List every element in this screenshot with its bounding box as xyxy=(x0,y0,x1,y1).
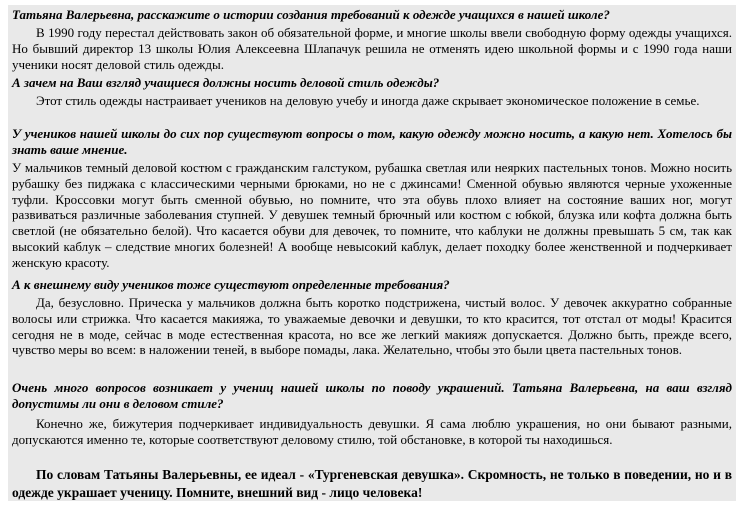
question-5: Очень много вопросов возникает у учениц нашей школы по поводу украшений. Татьяна Валерьевна, на ваш взгляд допустимы ли они в деловом стиле? xyxy=(12,380,732,411)
question-1: Татьяна Валерьевна, расскажите о истории создания требований к одежде учащихся в нашей школе? xyxy=(12,7,610,22)
question-4: А к внешнему виду учеников тоже существуют определенные требования? xyxy=(12,277,450,292)
answer-4: Да, безусловно. Прическа у мальчиков должна быть коротко подстрижена, чистый волос. У девочек аккуратно собранные волосы или стрижка. Что касается макияжа, то уважаемые девочки и девушки, то кто красится, тот отстал от моды! Красится сегодня не в моде, сейчас в моде естественная красота, но все же легкий макияж допускается. Должно быть, прежде всего, чувство меры во всем: в наложении теней, в выборе помады, лака. Желательно, чтобы это были цвета пастельных тонов. xyxy=(12,295,732,358)
answer-3: У мальчиков темный деловой костюм с гражданским галстуком, рубашка светлая или неяркиx пастельных тонов. Можно носить рубашку без пиджака с классическими черными брюками, но не с джинсами! Сменной обувью являются черные ухоженные туфли. Кроссовки могут быть сменной обувью, но помните, что эта обувь плохо влияет на состояние ваших ног, могут развиваться различные заболевания ступней. У девушек темный брючный или костюм с юбкой, блузка или кофта должна быть светлой (не обязательно белой). Что касается обуви для девочек, то помните, что каблуки не должны превышать 5 см, так как высокий каблук – следствие многих болезней! А вообще невысокий каблук, делает походку более женственной и подчеркивает женскую красоту. xyxy=(12,160,732,270)
answer-2: Этот стиль одежды настраивает учеников на деловую учебу и иногда даже скрывает экономическое положение в семье. xyxy=(36,93,700,108)
closing-statement: По словам Татьяны Валерьевны, ее идеал - «Тургеневская девушка». Скромность, не только в поведении, но и в одежде украшает ученицу. Помните, внешний вид - лицо человека! xyxy=(12,467,732,500)
answer-1: В 1990 году перестал действовать закон об обязательной форме, и многие школы ввели свободную форму одежды учащихся. Но бывший директор 13 школы Юлия Алексеевна Шлапачук решила не отменять идею школьной формы и с 1990 года наши ученики носят деловой стиль одежды. xyxy=(12,25,732,72)
answer-5: Конечно же, бижутерия подчеркивает индивидуальность девушки. Я сама люблю украшения, но они бывают разными, допускаются именно те, которые соответствуют деловому стилю, той обстановке, в которой ты находишься. xyxy=(12,416,732,447)
interview-text-block xyxy=(8,5,736,501)
question-2: А зачем на Ваш взгляд учащиеся должны носить деловой стиль одежды? xyxy=(12,75,440,90)
question-3: У учеников нашей школы до сих пор существуют вопросы о том, какую одежду можно носить, а какую нет. Хотелось бы знать ваше мнение. xyxy=(12,126,732,157)
